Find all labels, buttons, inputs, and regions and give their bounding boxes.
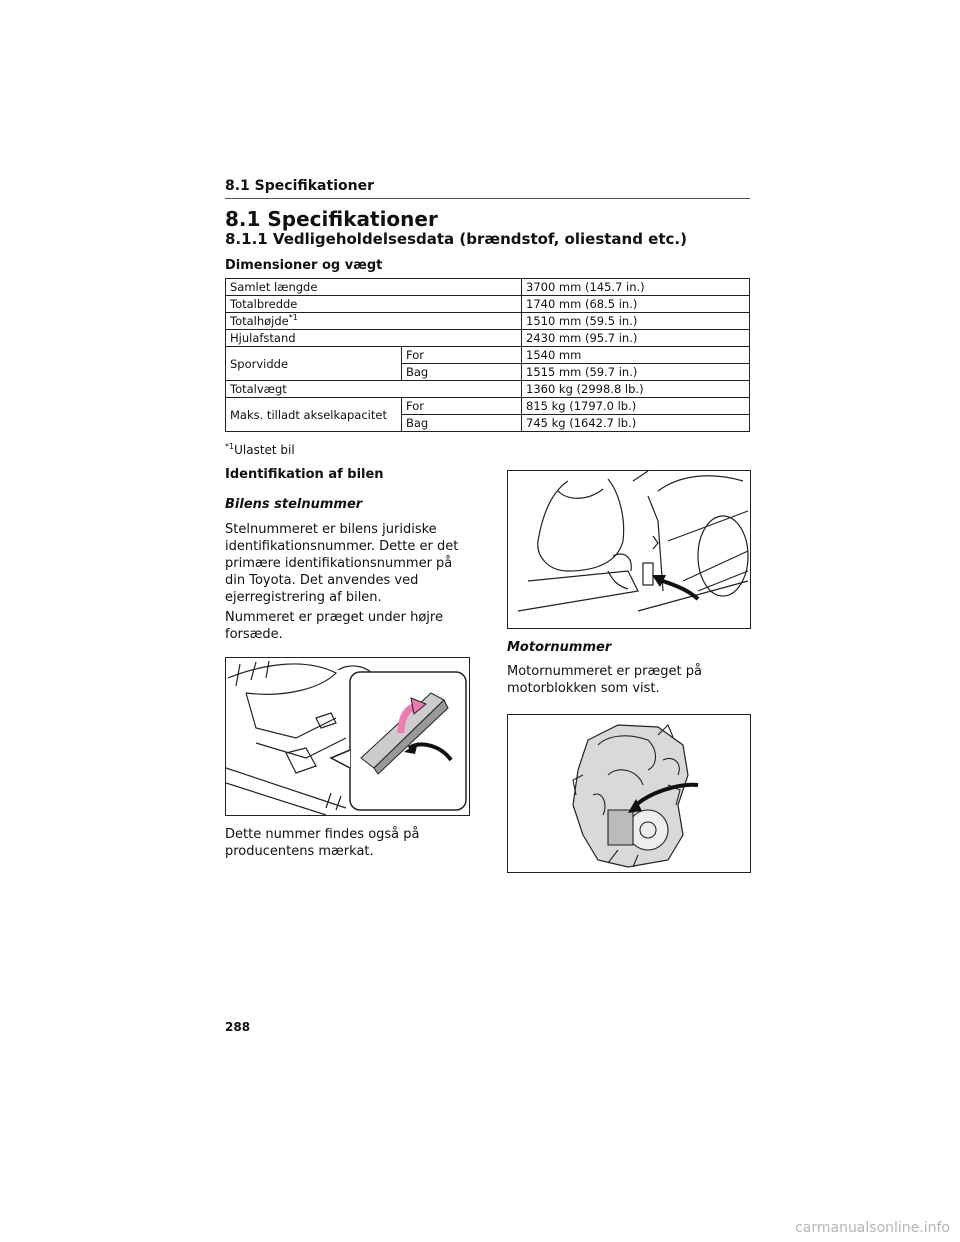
spec-label-cell	[226, 313, 522, 330]
spec-table	[225, 278, 750, 432]
running-header: 8.1 Specifikationer	[225, 178, 374, 194]
table-row	[226, 279, 750, 296]
table-row	[226, 313, 750, 330]
spec-value: 3700 mm (145.7 in.)	[522, 279, 750, 296]
spec-label: Totalhøjde	[230, 314, 289, 328]
table-row	[226, 296, 750, 313]
footnote-ref: *1	[288, 313, 298, 323]
identification-heading: Identifikation af bilen	[225, 467, 384, 482]
vin-interior-figure	[507, 470, 751, 629]
spec-label: Totalvægt	[226, 381, 522, 398]
spec-label: Hjulafstand	[226, 330, 522, 347]
table-row	[226, 347, 750, 364]
spec-value: 1515 mm (59.7 in.)	[522, 364, 750, 381]
table-row	[226, 330, 750, 347]
page-number: 288	[225, 1020, 251, 1034]
spec-label: Maks. tilladt akselkapacitet	[226, 398, 402, 432]
watermark: carmanualsonline.info	[795, 1220, 950, 1236]
spec-label: Totalbredde	[226, 296, 522, 313]
spec-sublabel: For	[402, 398, 522, 415]
spec-sublabel: Bag	[402, 415, 522, 432]
spec-label: Samlet længde	[226, 279, 522, 296]
spec-value: 2430 mm (95.7 in.)	[522, 330, 750, 347]
section-title: 8.1 Specifikationer	[225, 207, 438, 231]
engine-figure	[507, 714, 751, 873]
engine-paragraph: Motornummeret er præget på motorblokken som vist.	[507, 664, 702, 696]
spec-value: 745 kg (1642.7 lb.)	[522, 415, 750, 432]
spec-value: 815 kg (1797.0 lb.)	[522, 398, 750, 415]
spec-sublabel: Bag	[402, 364, 522, 381]
vin-paragraph: Stelnummeret er bilens juridiske identifikationsnummer. Dette er det primære identifikationsnummer på din Toyota. Det anvendes ved ejerregistrering af bilen.	[225, 522, 459, 605]
footnote	[225, 443, 295, 457]
table-row	[226, 398, 750, 415]
spec-sublabel: For	[402, 347, 522, 364]
spec-value: 1360 kg (2998.8 lb.)	[522, 381, 750, 398]
subsection-title: 8.1.1 Vedligeholdelsesdata (brændstof, oliestand etc.)	[225, 230, 687, 248]
spec-label: Sporvidde	[226, 347, 402, 381]
spec-value: 1740 mm (68.5 in.)	[522, 296, 750, 313]
spec-value: 1540 mm	[522, 347, 750, 364]
footnote-mark: *1	[225, 442, 235, 451]
vin-location-paragraph: Nummeret er præget under højre forsæde.	[225, 610, 443, 642]
vin-label-paragraph: Dette nummer findes også på producentens mærkat.	[225, 827, 420, 859]
header-rule	[225, 198, 750, 199]
vin-heading: Bilens stelnummer	[225, 497, 363, 512]
footnote-text: Ulastet bil	[234, 443, 295, 457]
table-row	[226, 381, 750, 398]
dimensions-heading: Dimensioner og vægt	[225, 258, 383, 273]
spec-value: 1510 mm (59.5 in.)	[522, 313, 750, 330]
vin-under-seat-figure	[225, 657, 470, 816]
engine-heading: Motornummer	[507, 640, 612, 655]
